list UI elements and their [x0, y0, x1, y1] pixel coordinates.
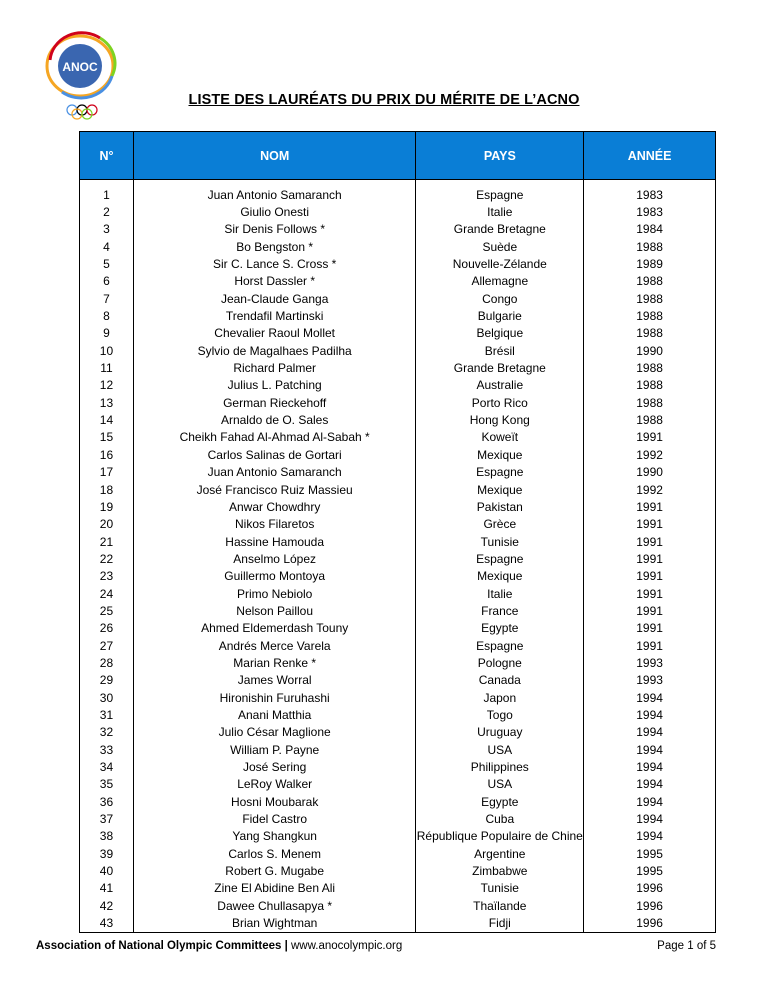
- cell-name: Hosni Moubarak: [133, 793, 416, 810]
- cell-country: Mexique: [416, 568, 584, 585]
- header-number: N°: [80, 132, 134, 180]
- table-row: [80, 464, 716, 481]
- table-row: [80, 706, 716, 723]
- cell-year: 1990: [584, 464, 716, 481]
- cell-country: République Populaire de Chine: [416, 829, 583, 844]
- cell-year: 1994: [584, 741, 716, 758]
- cell-name: Nelson Paillou: [133, 602, 416, 619]
- cell-year: 1996: [584, 914, 716, 932]
- cell-year: 1991: [584, 429, 716, 446]
- table-row: [80, 394, 716, 411]
- cell-number: 40: [80, 862, 134, 879]
- cell-year: 1996: [584, 880, 716, 897]
- cell-country: USA: [416, 741, 584, 758]
- cell-number: 32: [80, 724, 134, 741]
- cell-name: Carlos S. Menem: [133, 845, 416, 862]
- table-row: [80, 516, 716, 533]
- cell-year: 1988: [584, 377, 716, 394]
- cell-name: Juan Antonio Samaranch: [133, 186, 416, 203]
- table-row: [80, 654, 716, 671]
- table-row: [80, 359, 716, 376]
- page-title: LISTE DES LAURÉATS DU PRIX DU MÉRITE DE L’ACNO: [188, 92, 580, 108]
- cell-year: 1989: [584, 255, 716, 272]
- cell-number: 5: [80, 255, 134, 272]
- table-row: [80, 585, 716, 602]
- cell-name: Brian Wightman: [133, 914, 416, 932]
- cell-number: 4: [80, 238, 134, 255]
- cell-name: Carlos Salinas de Gortari: [133, 446, 416, 463]
- table-row: [80, 273, 716, 290]
- cell-country: Mexique: [416, 481, 584, 498]
- cell-number: 37: [80, 810, 134, 827]
- cell-year: 1995: [584, 845, 716, 862]
- cell-country: Togo: [416, 706, 584, 723]
- cell-number: 18: [80, 481, 134, 498]
- cell-country: Koweït: [416, 429, 584, 446]
- cell-number: 2: [80, 203, 134, 220]
- table-row: [80, 776, 716, 793]
- table-row: [80, 810, 716, 827]
- cell-country: Tunisie: [416, 880, 584, 897]
- cell-name: Giulio Onesti: [133, 203, 416, 220]
- cell-name: German Rieckehoff: [133, 394, 416, 411]
- cell-number: 7: [80, 290, 134, 307]
- laureates-table: [79, 131, 716, 933]
- cell-name: José Francisco Ruiz Massieu: [133, 481, 416, 498]
- cell-country: Argentine: [416, 845, 584, 862]
- cell-name: Sir Denis Follows *: [133, 221, 416, 238]
- cell-number: 23: [80, 568, 134, 585]
- table-header-row: [80, 132, 716, 180]
- cell-year: 1994: [584, 793, 716, 810]
- cell-country: Pologne: [416, 654, 584, 671]
- cell-number: 42: [80, 897, 134, 914]
- table-row: [80, 429, 716, 446]
- table-row: [80, 498, 716, 515]
- cell-year: 1988: [584, 359, 716, 376]
- cell-country: Mexique: [416, 446, 584, 463]
- cell-country: Porto Rico: [416, 394, 584, 411]
- table-row: [80, 620, 716, 637]
- cell-country: Japon: [416, 689, 584, 706]
- cell-name: Primo Nebiolo: [133, 585, 416, 602]
- cell-number: 31: [80, 706, 134, 723]
- cell-name: Zine El Abidine Ben Ali: [133, 880, 416, 897]
- table-row: [80, 689, 716, 706]
- cell-year: 1991: [584, 602, 716, 619]
- cell-number: 41: [80, 880, 134, 897]
- cell-year: 1983: [584, 203, 716, 220]
- table-row: [80, 758, 716, 775]
- cell-name: Anani Matthia: [133, 706, 416, 723]
- cell-country: Belgique: [416, 325, 584, 342]
- footer-org-name: Association of National Olympic Committees |: [36, 940, 288, 952]
- cell-name: Yang Shangkun: [133, 828, 416, 845]
- cell-number: 6: [80, 273, 134, 290]
- cell-name: Jean-Claude Ganga: [133, 290, 416, 307]
- table-row: [80, 481, 716, 498]
- cell-year: 1991: [584, 637, 716, 654]
- cell-year: 1992: [584, 481, 716, 498]
- cell-number: 30: [80, 689, 134, 706]
- cell-name: Hassine Hamouda: [133, 533, 416, 550]
- cell-country: Nouvelle-Zélande: [416, 255, 584, 272]
- cell-number: 24: [80, 585, 134, 602]
- cell-name: Sir C. Lance S. Cross *: [133, 255, 416, 272]
- cell-country: USA: [416, 776, 584, 793]
- cell-country: Suède: [416, 238, 584, 255]
- table-row: [80, 914, 716, 932]
- cell-number: 25: [80, 602, 134, 619]
- cell-number: 39: [80, 845, 134, 862]
- cell-year: 1993: [584, 654, 716, 671]
- table-row: [80, 307, 716, 324]
- cell-country: Egypte: [416, 793, 584, 810]
- cell-year: 1994: [584, 776, 716, 793]
- cell-country: Italie: [416, 203, 584, 220]
- table-row: [80, 533, 716, 550]
- cell-number: 3: [80, 221, 134, 238]
- cell-name: Marian Renke *: [133, 654, 416, 671]
- cell-name: Anselmo López: [133, 550, 416, 567]
- table-row: [80, 602, 716, 619]
- svg-text:ANOC: ANOC: [62, 60, 98, 74]
- cell-number: 10: [80, 342, 134, 359]
- table-row: [80, 203, 716, 220]
- cell-year: 1988: [584, 307, 716, 324]
- cell-country: Zimbabwe: [416, 862, 584, 879]
- cell-year: 1991: [584, 550, 716, 567]
- table-row: [80, 446, 716, 463]
- cell-year: 1994: [584, 706, 716, 723]
- cell-name: Trendafil Martinski: [133, 307, 416, 324]
- table-row: [80, 342, 716, 359]
- cell-year: 1988: [584, 325, 716, 342]
- table-row: [80, 568, 716, 585]
- cell-number: 16: [80, 446, 134, 463]
- cell-country: Italie: [416, 585, 584, 602]
- header-year: ANNÉE: [584, 132, 716, 180]
- table-row: [80, 741, 716, 758]
- footer-org: [36, 940, 402, 952]
- cell-year: 1991: [584, 620, 716, 637]
- cell-year: 1992: [584, 446, 716, 463]
- cell-number: 38: [80, 828, 134, 845]
- cell-year: 1988: [584, 394, 716, 411]
- cell-year: 1994: [584, 758, 716, 775]
- cell-number: 12: [80, 377, 134, 394]
- cell-country: Grande Bretagne: [416, 359, 584, 376]
- cell-country: Fidji: [416, 914, 584, 932]
- cell-name: Sylvio de Magalhaes Padilha: [133, 342, 416, 359]
- cell-name: Horst Dassler *: [133, 273, 416, 290]
- cell-country: Brésil: [416, 342, 584, 359]
- cell-name: Guillermo Montoya: [133, 568, 416, 585]
- cell-name: Arnaldo de O. Sales: [133, 411, 416, 428]
- cell-country: Hong Kong: [416, 411, 584, 428]
- cell-name: Julio César Maglione: [133, 724, 416, 741]
- cell-name: LeRoy Walker: [133, 776, 416, 793]
- cell-year: 1994: [584, 810, 716, 827]
- header-name: NOM: [133, 132, 416, 180]
- table-row: [80, 828, 716, 845]
- cell-name: James Worral: [133, 672, 416, 689]
- cell-year: 1994: [584, 724, 716, 741]
- table-body: [80, 180, 716, 933]
- cell-year: 1991: [584, 498, 716, 515]
- table-row: [80, 637, 716, 654]
- cell-year: 1988: [584, 411, 716, 428]
- cell-country: Grande Bretagne: [416, 221, 584, 238]
- cell-number: 8: [80, 307, 134, 324]
- cell-number: 26: [80, 620, 134, 637]
- cell-number: 28: [80, 654, 134, 671]
- cell-name: Anwar Chowdhry: [133, 498, 416, 515]
- cell-year: 1994: [584, 689, 716, 706]
- table-row: [80, 793, 716, 810]
- cell-name: Juan Antonio Samaranch: [133, 464, 416, 481]
- table-row: [80, 377, 716, 394]
- cell-year: 1984: [584, 221, 716, 238]
- cell-number: 15: [80, 429, 134, 446]
- cell-number: 20: [80, 516, 134, 533]
- cell-name: Ahmed Eldemerdash Touny: [133, 620, 416, 637]
- cell-number: 36: [80, 793, 134, 810]
- cell-name: Hironishin Furuhashi: [133, 689, 416, 706]
- table-row: [80, 221, 716, 238]
- table-row: [80, 845, 716, 862]
- cell-year: 1990: [584, 342, 716, 359]
- table-row: [80, 672, 716, 689]
- cell-country: Egypte: [416, 620, 584, 637]
- cell-year: 1991: [584, 568, 716, 585]
- cell-country: Canada: [416, 672, 584, 689]
- cell-country: Australie: [416, 377, 584, 394]
- cell-year: 1988: [584, 290, 716, 307]
- cell-number: 27: [80, 637, 134, 654]
- cell-name: Julius L. Patching: [133, 377, 416, 394]
- table-row: [80, 290, 716, 307]
- cell-name: Chevalier Raoul Mollet: [133, 325, 416, 342]
- cell-country: Thaïlande: [416, 897, 584, 914]
- cell-number: 43: [80, 914, 134, 932]
- cell-name: Richard Palmer: [133, 359, 416, 376]
- cell-year: 1983: [584, 186, 716, 203]
- header-country: PAYS: [416, 132, 584, 180]
- cell-number: 17: [80, 464, 134, 481]
- cell-country: Espagne: [416, 464, 584, 481]
- cell-year: 1996: [584, 897, 716, 914]
- cell-number: 9: [80, 325, 134, 342]
- cell-year: 1988: [584, 238, 716, 255]
- cell-year: 1991: [584, 585, 716, 602]
- cell-number: 22: [80, 550, 134, 567]
- cell-number: 33: [80, 741, 134, 758]
- cell-name: Nikos Filaretos: [133, 516, 416, 533]
- cell-country: Bulgarie: [416, 307, 584, 324]
- table-row: [80, 880, 716, 897]
- cell-number: 13: [80, 394, 134, 411]
- cell-country: Cuba: [416, 810, 584, 827]
- footer-url[interactable]: www.anocolympic.org: [291, 940, 403, 952]
- cell-number: 1: [80, 186, 134, 203]
- cell-name: José Sering: [133, 758, 416, 775]
- cell-number: 29: [80, 672, 134, 689]
- cell-number: 14: [80, 411, 134, 428]
- cell-year: 1991: [584, 533, 716, 550]
- cell-name: Bo Bengston *: [133, 238, 416, 255]
- table-row: [80, 238, 716, 255]
- cell-country: Congo: [416, 290, 584, 307]
- table-row: [80, 897, 716, 914]
- cell-name: Robert G. Mugabe: [133, 862, 416, 879]
- cell-number: 34: [80, 758, 134, 775]
- table-row: [80, 550, 716, 567]
- cell-year: 1994: [584, 828, 716, 845]
- table-row: [80, 724, 716, 741]
- cell-number: 21: [80, 533, 134, 550]
- cell-country: Espagne: [416, 550, 584, 567]
- cell-country: Uruguay: [416, 724, 584, 741]
- table-row: [80, 255, 716, 272]
- table-row: [80, 862, 716, 879]
- cell-country: Grèce: [416, 516, 584, 533]
- cell-country: France: [416, 602, 584, 619]
- cell-name: Dawee Chullasapya *: [133, 897, 416, 914]
- cell-number: 11: [80, 359, 134, 376]
- page-number: Page 1 of 5: [657, 940, 716, 952]
- cell-country: Allemagne: [416, 273, 584, 290]
- cell-country: Tunisie: [416, 533, 584, 550]
- cell-name: Andrés Merce Varela: [133, 637, 416, 654]
- cell-country: Philippines: [416, 758, 584, 775]
- table-row: [80, 325, 716, 342]
- table-row: [80, 411, 716, 428]
- cell-year: 1988: [584, 273, 716, 290]
- cell-name: Fidel Castro: [133, 810, 416, 827]
- cell-year: 1993: [584, 672, 716, 689]
- cell-country: Espagne: [416, 186, 584, 203]
- cell-country: Espagne: [416, 637, 584, 654]
- cell-name: Cheikh Fahad Al-Ahmad Al-Sabah *: [133, 429, 416, 446]
- cell-name: William P. Payne: [133, 741, 416, 758]
- cell-number: 19: [80, 498, 134, 515]
- cell-year: 1991: [584, 516, 716, 533]
- cell-country: Pakistan: [416, 498, 584, 515]
- cell-number: 35: [80, 776, 134, 793]
- table-row: [80, 186, 716, 203]
- cell-year: 1995: [584, 862, 716, 879]
